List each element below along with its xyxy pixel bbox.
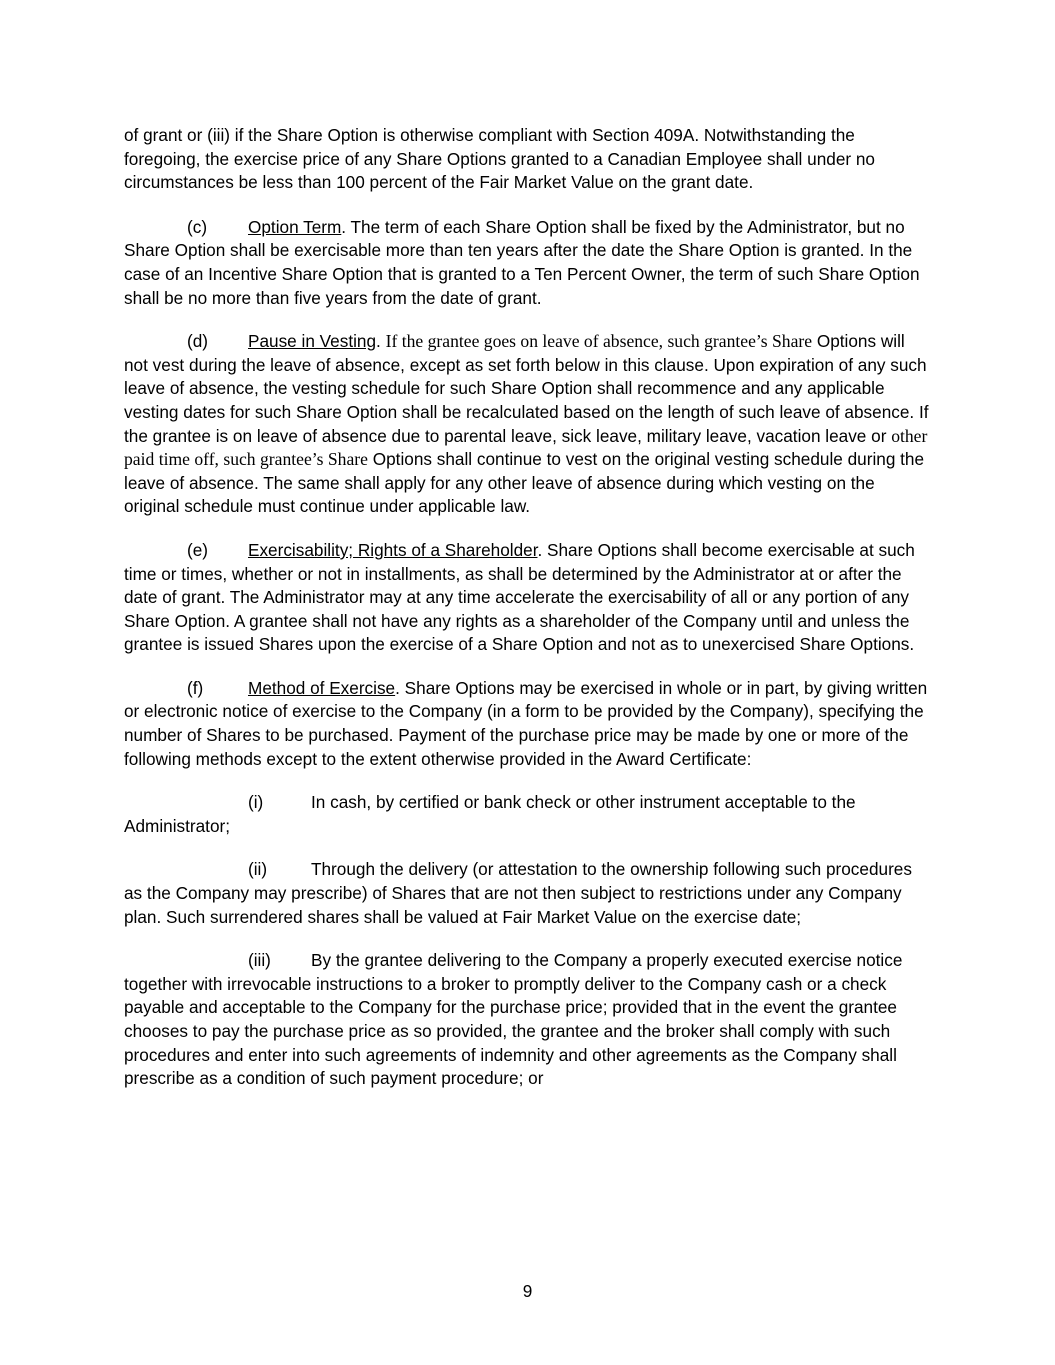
section-e-body: . Share Options shall become exercisable at such time or times, whether or not in installments, as shall be determined by the Administrator at or after the date of grant. The Administrator may at any time accelerate the exercisability of all or any portion of any Share Option. A grantee shall not have any rights as a shareholder of the Company until and unless the grantee is issued Shares upon the exercise of a Share Option and not as to unexercised Share Options. [124,539,915,655]
section-e-marker: (e) [187,539,209,560]
section-f-item-iii [124,949,930,1091]
item-i-marker: (i) [248,792,264,813]
item-i-text: In cash, by certified or bank check or other instrument acceptable to the Administrator; [124,792,856,836]
section-f-item-i [124,791,930,838]
section-d-body-tail: Options shall continue to vest on the original vesting schedule during the leave of absence. The same shall apply for any other leave of absence during which vesting on the original schedule must continue under applicable law. [124,449,925,517]
item-iii-marker: (iii) [248,950,271,971]
section-d-body-mid: Options will not vest during the leave of absence, except as set forth below in this clause. Upon expiration of any such leave of absence, the vesting schedule for such Share Option shall recommence and any applicable vesting dates for such Share Option shall be recalculated based on the length of such leave of absence. If the grantee is on leave of absence due to parental leave, sick leave, military leave, vacation leave or [124,331,929,446]
section-e-heading: Exercisability; Rights of a Shareholder [248,539,538,560]
section-c-marker: (c) [187,216,208,237]
section-f-marker: (f) [187,677,204,698]
intro-text: of grant or (iii) if the Share Option is otherwise compliant with Section 409A. Notwithstanding the foregoing, the exercise price of any Share Options granted to a Canadian Employee shall under no circumstances be less than 100 percent of the Fair Market Value on the grant date. [124,125,875,193]
section-f-body: . Share Options may be exercised in whole or in part, by giving written or electronic notice of exercise to the Company (in a form to be provided by the Company), specifying the number of Shares to be purchased. Payment of the purchase price may be made by one or more of the following methods except to the extent otherwise provided in the Award Certificate: [124,677,928,769]
section-d-pause-in-vesting [124,330,930,519]
section-d-body-serif-1: If the grantee goes on leave of absence, such grantee’s Share [385,331,813,352]
item-iii-text: By the grantee delivering to the Company a properly executed exercise notice together with irrevocable instructions to a broker to promptly deliver to the Company cash or a check payable and acceptable to the Company for the purchase price; provided that in the event the grantee chooses to pay the purchase price as so provided, the grantee and the broker shall comply with such procedures and enter into such agreements of indemnity and other agreements as the Company shall prescribe as a condition of such payment procedure; or [124,950,903,1089]
document-page [124,124,930,1111]
page-number: 9 [522,1281,533,1301]
section-c-body: . The term of each Share Option shall be fixed by the Administrator, but no Share Option shall be exercisable more than ten years after the date the Share Option is granted. In the case of an Incentive Share Option that is granted to a Ten Percent Owner, the term of such Share Option shall be no more than five years from the date of grant. [124,216,920,308]
intro-paragraph [124,124,930,195]
item-ii-marker: (ii) [248,859,268,880]
section-d-body-serif-2: other paid time off, such grantee’s Share [124,425,928,470]
section-c-heading: Option Term [248,216,342,237]
section-f-heading: Method of Exercise [248,677,396,698]
item-ii-text: Through the delivery (or attestation to the ownership following such procedures as the Company may prescribe) of Shares that are not then subject to restrictions under any Company plan. Such surrendered shares shall be valued at Fair Market Value on the exercise date; [124,859,912,927]
section-f-item-ii [124,858,930,929]
section-e-exercisability [124,539,930,657]
section-f-method-of-exercise [124,677,930,771]
section-d-marker: (d) [187,331,209,352]
section-d-heading: Pause in Vesting [248,331,377,352]
section-d-body-lead: . [376,331,386,352]
section-c-option-term [124,216,930,310]
